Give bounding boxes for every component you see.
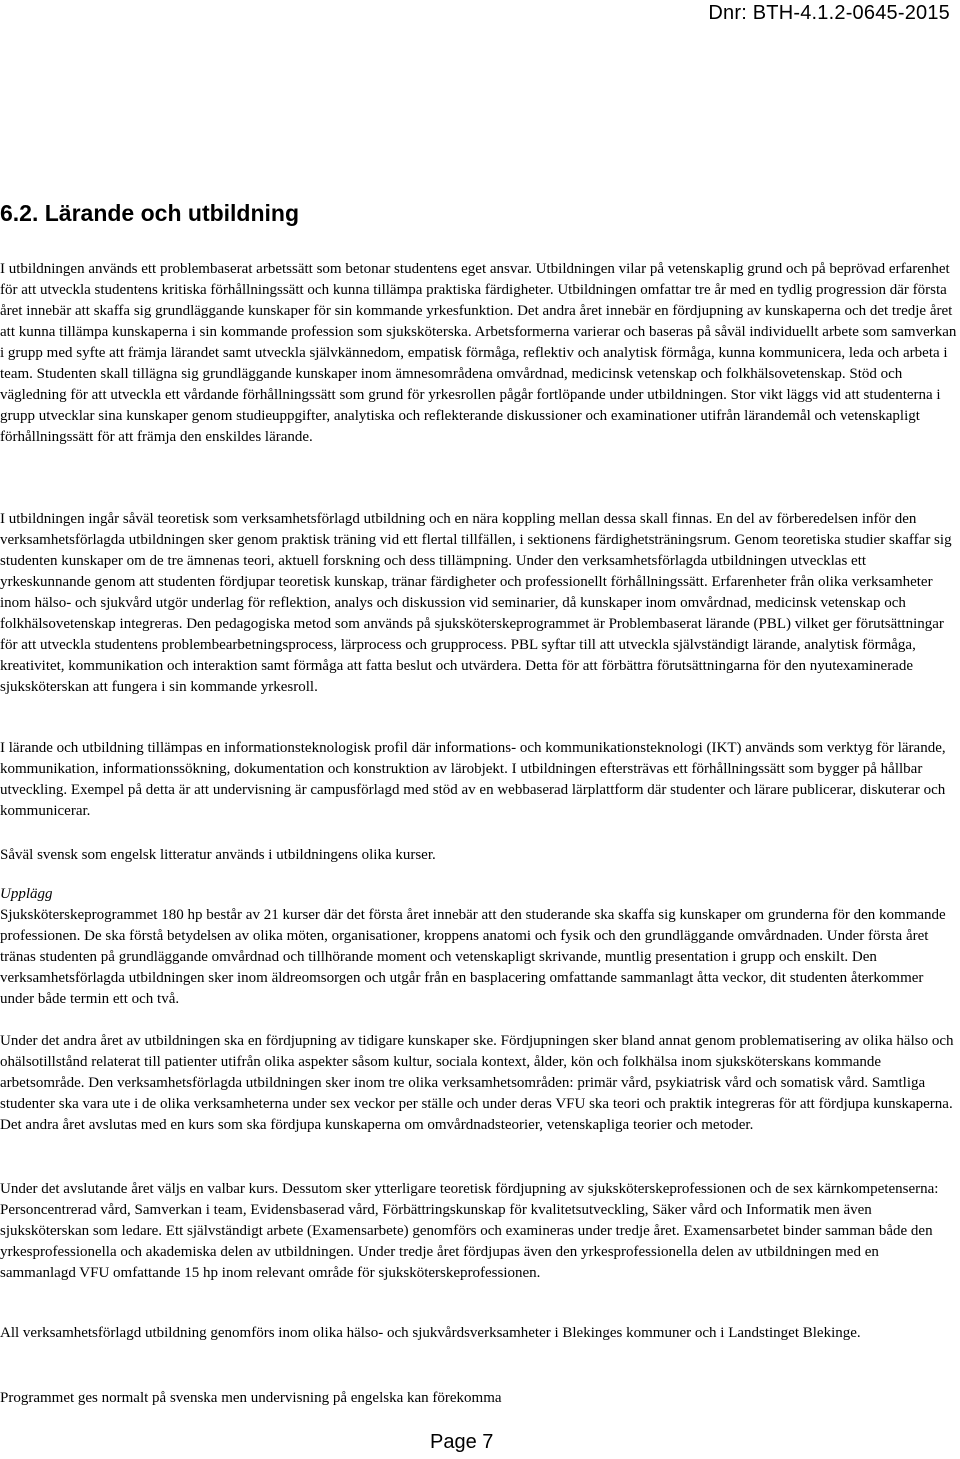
paragraph-text: Programmet ges normalt på svenska men undervisning på engelska kan förekomma — [0, 1390, 502, 1406]
paragraph-literature — [0, 845, 958, 866]
paragraph-vfu-location — [0, 1323, 958, 1344]
paragraph-text: I utbildningen används ett problembaserat arbetssätt som betonar studentens eget ansvar. Utbildningen vilar på vetenskaplig grund och på beprövad erfarenhet för att utveckla studentens kritiska förhållningssätt och kunna tillämpa praktiska färdigheter. Utbildningen omfattar tre år med en tydlig progression där första året innebär att skaffa sig grundläggande kunskaper för sin kommande yrkesfunktion. Det andra året innebär en fördjupning av kunskaperna och det tredje året att kunna tillämpa kunskaperna i sin kommande profession som sjuksköterska. Arbetsformerna varierar och baseras på såväl individuellt arbete som samverkan i grupp med syfte att främja lärandet samt utveckla självkännedom, empatisk förmåga, reflektiv och analytisk förmåga, kunna kommunicera, leda och arbeta i team. Studenten skall tillägna sig grundläggande kunskaper inom ämnesområdena omvårdnad, medicinsk vetenskap och folkhälsovetenskap. Stöd och vägledning för att utveckla ett vårdande förhållningssätt som grund för yrkesrollen pågår fortlöpande under utbildningen. Stor vikt läggs vid att studenterna i grupp utvecklar sina kunskaper genom studieuppgifter, analytiska och reflekterande diskussioner och examinationer utifrån lärandemål och vetenskapligt förhållningssätt för att främja den enskildes lärande. — [0, 261, 957, 445]
paragraph-text: Såväl svensk som engelsk litteratur används i utbildningens olika kurser. — [0, 847, 436, 863]
paragraph-final-year — [0, 1179, 958, 1284]
paragraph-text: All verksamhetsförlagd utbildning genomförs inom olika hälso- och sjukvårdsverksamheter i Blekinges kommuner och i Landstinget Blekinge. — [0, 1325, 861, 1341]
document-number: Dnr: BTH-4.1.2-0645-2015 — [708, 2, 950, 24]
section-upplagg — [0, 884, 958, 1010]
paragraph-ikt-profile — [0, 738, 958, 822]
section-title: 6.2. Lärande och utbildning — [0, 200, 300, 226]
paragraph-text: Under det avslutande året väljs en valbar kurs. Dessutom sker ytterligare teoretisk fördjupning av sjuksköterskeprofessionen och de sex kärnkompetenserna: Personcentrerad vård, Samverkan i team, Evidensbaserad vård, Förbättringskunskap för kvalitetsutveckling, Säker vård och Informatik men även sjuksköterskan som ledare. Ett självständigt arbete (Examensarbete) genomförs och examineras under tredje året. Examensarbetet binder samman både den yrkesprofessionella och akademiska delen av utbildningen. Under tredje året fördjupas även den yrkesprofessionella delen av utbildningen med en sammanlagd VFU omfattande 15 hp inom relevant område för sjuksköterskeprofessionen. — [0, 1181, 939, 1281]
paragraph-text: Sjuksköterskeprogrammet 180 hp består av 21 kurser där det första året innebär att den studerande ska skaffa sig kunskaper om grunderna för den kommande professionen. De ska förstå betydelsen av olika möten, organisationer, kroppens anatomi och fysik och den grundläggande omvårdnaden. Under första året tränas studenten på grundläggande omvårdnad och tillhörande moment och vetenskapligt skrivande, muntlig presentation i grupp och enskilt. Den verksamhetsförlagda utbildningen sker inom äldreomsorgen och utgår från en basplacering omfattande sammanlagt åtta veckor, dit studenten återkommer under både termin ett och två. — [0, 907, 946, 1007]
paragraph-theoretical-and-practical — [0, 509, 958, 698]
paragraph-text: I utbildningen ingår såväl teoretisk som verksamhetsförlagd utbildning och en nära koppling mellan dessa skall finnas. En del av förberedelsen inför den verksamhetsförlagda utbildningen sker genom praktisk träning vid ett flertal tillfällen, i sektionens färdighetsträningsrum. Genom teoretiska studier skaffar sig studenten kunskaper om de tre ämnenas teori, aktuell forskning och dess tillämpning. Under den verksamhetsförlagda utbildningen utvecklas ett yrkeskunnande genom att studenten fördjupar teoretisk kunskap, tränar färdigheter och professionellt förhållningssätt. Erfarenheter från olika verksamheter inom hälso- och sjukvård utgör underlag för reflektion, analys och diskussion vid seminarier, då kunskaper inom omvårdnad, medicinsk vetenskap och folkhälsovetenskap integreras. Den pedagogiska metod som används på sjuksköterskeprogrammet är Problembaserat lärande (PBL) vilket ger förutsättningar för att utveckla studentens problembearbetningsprocess, lärprocess och grupprocess. PBL syftar till att utveckla självständigt lärande, analytisk förmåga, kreativitet, kommunikation och interaktion samt förmåga att fatta beslut och utvärdera. Detta för att förbättra förutsättningarna för den nyutexaminerade sjuksköterskan att fungera i sin kommande yrkesroll. — [0, 511, 952, 695]
paragraph-language — [0, 1388, 958, 1409]
paragraph-text: I lärande och utbildning tillämpas en informationsteknologisk profil där informations- och kommunikationsteknologi (IKT) används som verktyg för lärande, kommunikation, informationssökning, dokumentation och konstruktion av lärobjekt. I utbildningen eftersträvas ett förhållningssätt som bygger på hållbar utveckling. Exempel på detta är att undervisning är campusförlagd med stöd av en webbaserad lärplattform där studenter och lärare publicerar, diskuterar och kommunicerar. — [0, 740, 946, 819]
subheading-upplagg: Upplägg — [0, 886, 53, 902]
paragraph-problem-based-learning — [0, 259, 958, 448]
page-number: Page 7 — [430, 1431, 494, 1453]
paragraph-text: Under det andra året av utbildningen ska en fördjupning av tidigare kunskaper ske. Fördjupningen sker bland annat genom problematisering av olika hälso och ohälsotillstånd relaterat till patienter utifrån olika aspekter såsom kultur, sociala kontext, ålder, kön och folkhälsa inom sjuksköterskans kommande arbetsområde. Den verksamhetsförlagda utbildningen sker inom tre olika verksamhetsområden: primär vård, psykiatrisk vård och somatisk vård. Samtliga studenter ska vara ute i de olika verksamheterna under sex veckor per ställe och under deras VFU ska teori och praktik integreras för att fördjupa kunskaperna. Det andra året avslutas med en kurs som ska fördjupa kunskaperna om omvårdnadsteorier, vetenskapliga teorier och metoder. — [0, 1033, 954, 1133]
paragraph-second-year — [0, 1031, 958, 1136]
